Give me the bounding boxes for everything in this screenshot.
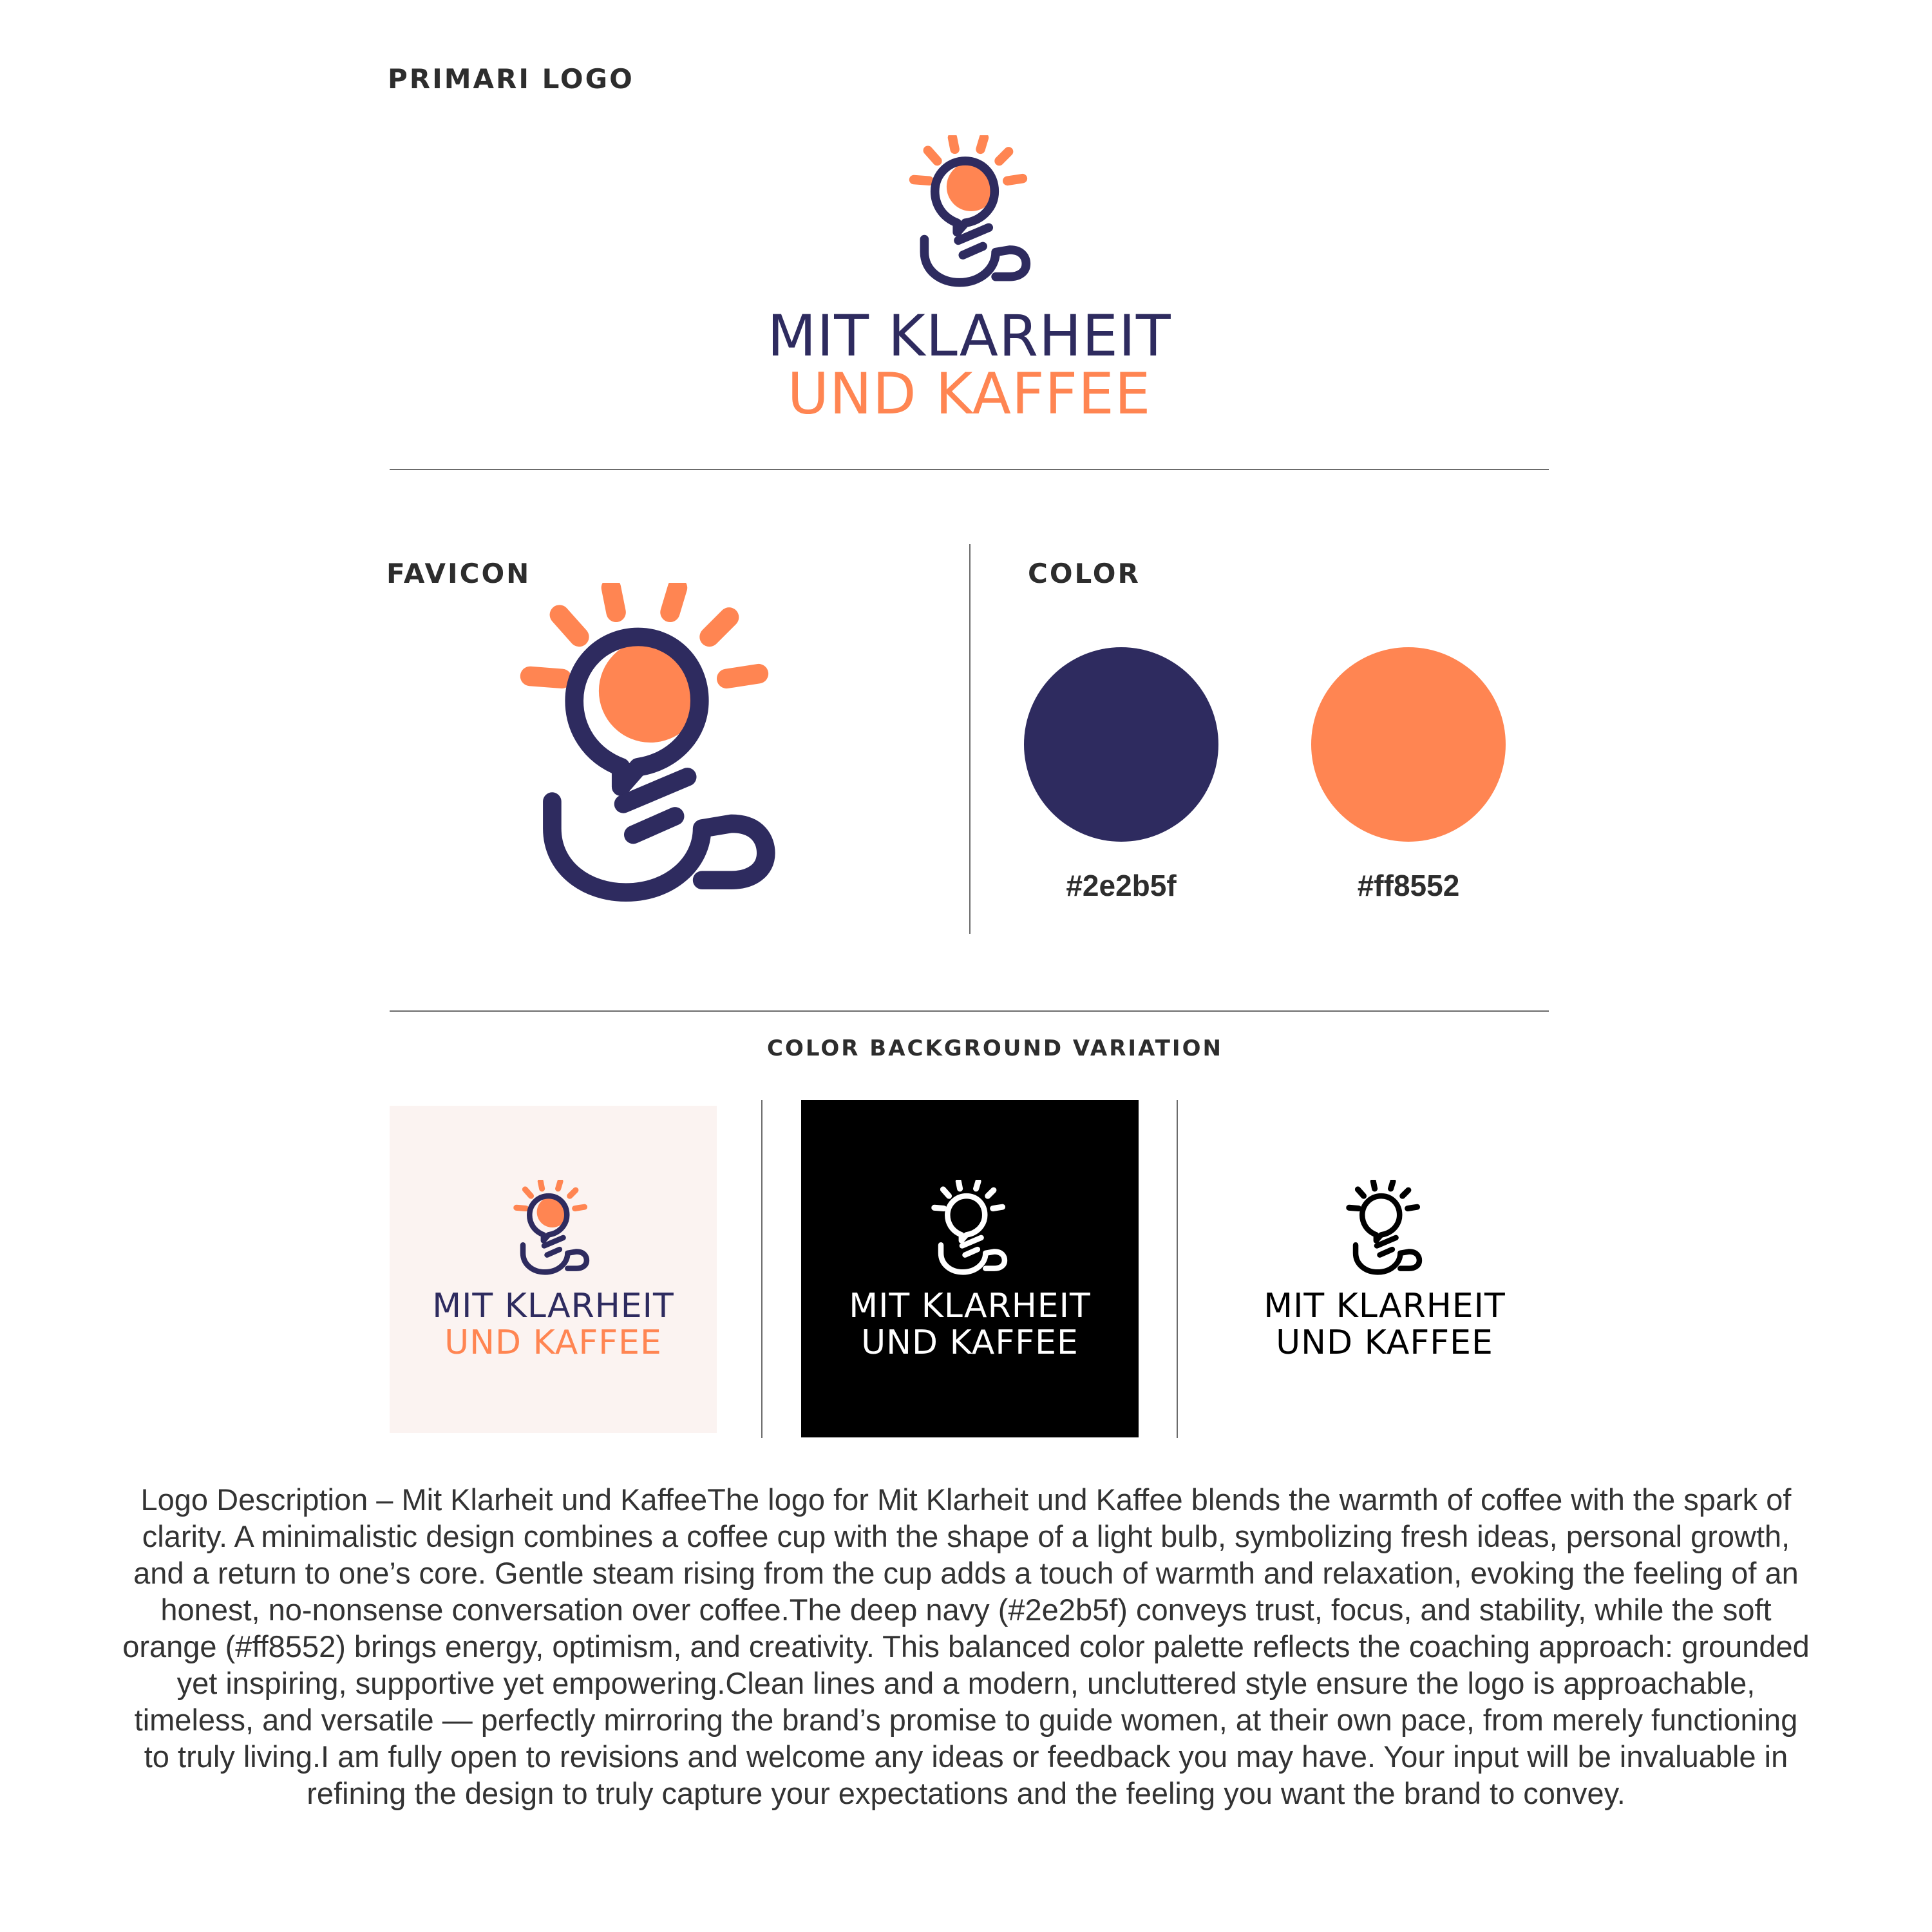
divider — [390, 469, 1549, 470]
vertical-divider — [1177, 1100, 1178, 1438]
color-hex-navy: #2e2b5f — [1066, 869, 1177, 902]
logo-variation-cream — [390, 1106, 717, 1433]
lightbulb-coffee-cup-icon — [512, 1180, 592, 1275]
brand-name-line1: MIT KLARHEIT — [849, 1287, 1091, 1325]
vertical-divider — [969, 544, 971, 934]
logo-variation-white — [1217, 1106, 1552, 1433]
color-hex-orange: #ff8552 — [1357, 869, 1460, 902]
logo-description: Logo Description – Mit Klarheit und KaffeeThe logo for Mit Klarheit und Kaffee blends the warmth of coffee with the spark of clarity. A minimalistic design combines a coffee cup with the shape of a light bulb, symbolizing fresh ideas, personal growth, and a return to one’s core. Gentle steam rising from the cup adds a touch of warmth and relaxation, evoking the feeling of an honest, no-nonsense conversation over coffee.The deep navy (#2e2b5f) conveys trust, focus, and stability, while the soft orange (#ff8552) brings energy, optimism, and creativity. This balanced color palette reflects the coaching approach: grounded yet inspiring, supportive yet empowering.Clean lines and a modern, uncluttered style ensure the logo is approachable, timeless, and versatile — perfectly mirroring the brand’s promise to guide women, at their own pace, from merely functioning to truly living.I am fully open to revisions and welcome any ideas or feedback you may have. Your input will be invaluable in refining the design to truly capture your expectations and the feeling you want the brand to convey. — [122, 1482, 1810, 1810]
lightbulb-coffee-cup-icon — [1345, 1180, 1425, 1275]
bg-variation-heading: COLOR BACKGROUND VARIATION — [767, 1036, 1223, 1061]
color-heading: COLOR — [1028, 558, 1141, 589]
brand-name-line1: MIT KLARHEIT — [432, 1287, 674, 1325]
color-swatch-navy — [1024, 647, 1218, 842]
color-swatch-orange — [1311, 647, 1506, 842]
brand-name-line1: MIT KLARHEIT — [1264, 1287, 1506, 1325]
brand-name-line2: UND KAFFEE — [1276, 1323, 1493, 1362]
brand-name-line2: UND KAFFEE — [787, 361, 1151, 427]
favicon-icon — [515, 583, 786, 902]
vertical-divider — [761, 1100, 762, 1438]
lightbulb-coffee-cup-icon — [907, 135, 1036, 287]
favicon-heading: FAVICON — [386, 558, 531, 589]
primary-logo-heading: PRIMARI LOGO — [388, 63, 634, 95]
brand-name-line1: MIT KLARHEIT — [767, 303, 1171, 369]
divider — [390, 1010, 1549, 1012]
logo-variation-black — [801, 1100, 1139, 1437]
brand-name-line2: UND KAFFEE — [861, 1323, 1079, 1362]
lightbulb-coffee-cup-icon — [930, 1180, 1010, 1275]
brand-name-line2: UND KAFFEE — [444, 1323, 662, 1362]
